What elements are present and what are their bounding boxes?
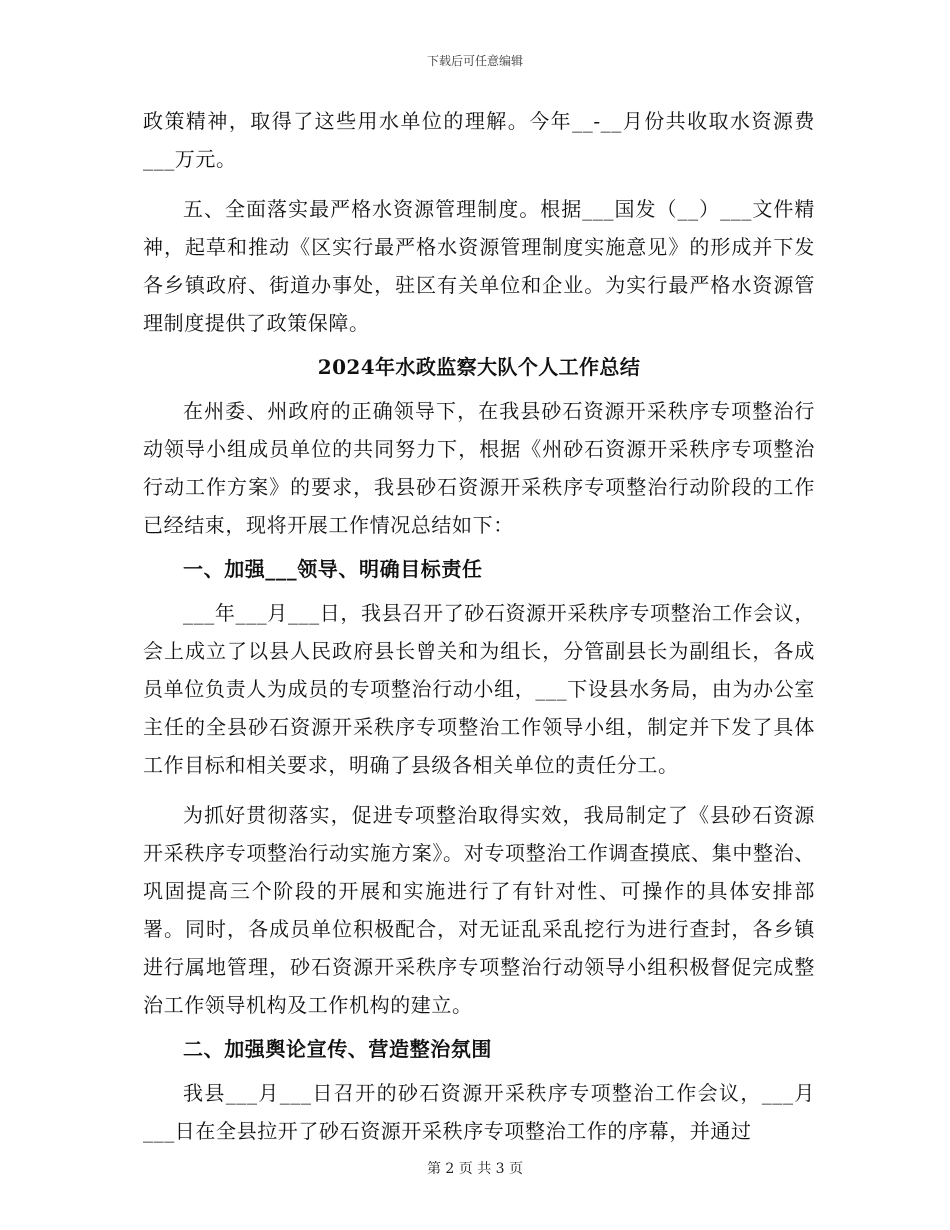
- paragraph-intro: 在州委、州政府的正确领导下，在我县砂石资源开采秩序专项整治行动领导小组成员单位的共同努力下，根据《州砂石资源开采秩序专项整治行动工作方案》的要求，我县砂石资源开采秩序专项整治行动阶段的工作已经结束，现将开展工作情况总结如下：: [143, 399, 815, 537]
- paragraph-publicity: 我县___月___日召开的砂石资源开采秩序专项整治工作会议，___月___日在全县拉开了砂石资源开采秩序专项整治工作的序幕，并通过: [143, 1081, 815, 1143]
- paragraph-implementation: 为抓好贯彻落实，促进专项整治取得实效，我局制定了《县砂石资源开采秩序专项整治行动实施方案》。对专项整治工作调查摸底、集中整治、巩固提高三个阶段的开展和实施进行了有针对性、可操作的具体安排部署。同时，各成员单位积极配合，对无证乱采乱挖行为进行查封，各乡镇进行属地管理，砂石资源开采秩序专项整治行动领导小组积极督促完成整治工作领导机构及工作机构的建立。: [143, 803, 815, 1017]
- section-heading-two: 二、加强舆论宣传、营造整治氛围: [183, 1037, 492, 1061]
- page-footer: 第 2 页 共 3 页: [426, 1161, 524, 1177]
- section-heading-one: 一、加强___领导、明确目标责任: [183, 557, 483, 581]
- paragraph-meeting: ___年___月___日，我县召开了砂石资源开采秩序专项整治工作会议，会上成立了以县人民政府县长曾关和为组长，分管副县长为副组长，各成员单位负责人为成员的专项整治行动小组，___下设县水务局，由为办公室主任的全县砂石资源开采秩序专项整治工作领导小组，制定并下发了具体工作目标和相关要求，明确了县级各相关单位的责任分工。: [143, 601, 815, 777]
- paragraph-section-five: 五、全面落实最严格水资源管理制度。根据___国发（__）___文件精神，起草和推动《区实行最严格水资源管理制度实施意见》的形成并下发各乡镇政府、街道办事处，驻区有关单位和企业。为实行最严格水资源管理制度提供了政策保障。: [143, 197, 815, 335]
- paragraph-continuation: 政策精神，取得了这些用水单位的理解。今年__-__月份共收取水资源费___万元。: [143, 109, 815, 171]
- document-title: 2024年水政监察大队个人工作总结: [317, 355, 641, 379]
- document-body: [143, 102, 815, 1162]
- page-header: 下载后可任意编辑: [426, 54, 523, 68]
